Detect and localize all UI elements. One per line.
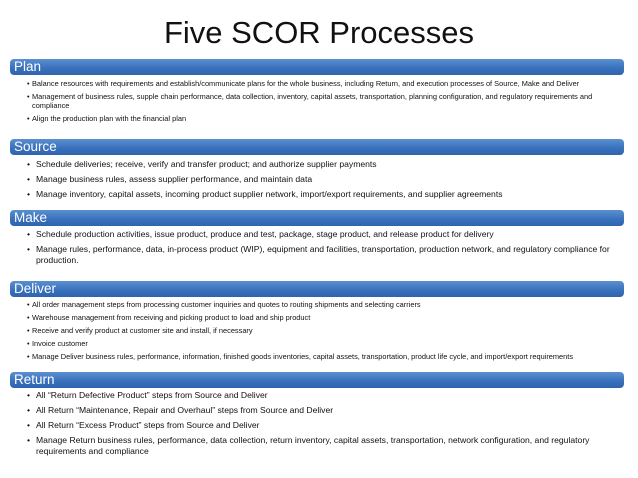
make-list <box>27 229 617 270</box>
list-item: • Management of business rules, supple chain performance, data collection, inventory, capital assets, transportation, planning configuration, and regulatory requirements and compliance <box>27 92 617 111</box>
list-item: • Invoice customer <box>27 339 617 348</box>
section-header-source: Source <box>10 139 624 155</box>
list-item: • All Return “Maintenance, Repair and Overhaul” steps from Source and Deliver <box>27 405 617 416</box>
section-header-make: Make <box>10 210 624 226</box>
list-item: • Balance resources with requirements and establish/communicate plans for the whole business, including Return, and execution processes of Source, Make and Deliver <box>27 79 617 88</box>
list-item: • Manage business rules, assess supplier performance, and maintain data <box>27 174 617 185</box>
list-item: • All “Return Defective Product” steps from Source and Deliver <box>27 390 617 401</box>
list-item: • All order management steps from processing customer inquiries and quotes to routing shipments and selecting carriers <box>27 300 617 309</box>
page-title: Five SCOR Processes <box>163 15 475 50</box>
section-header-deliver: Deliver <box>10 281 624 297</box>
list-item: • Align the production plan with the financial plan <box>27 114 617 123</box>
section-header-plan: Plan <box>10 59 624 75</box>
deliver-list <box>27 300 617 364</box>
list-item: • Receive and verify product at customer site and install, if necessary <box>27 326 617 335</box>
section-header-return: Return <box>10 372 624 388</box>
source-list <box>27 159 617 204</box>
list-item: • Schedule deliveries; receive, verify and transfer product; and authorize supplier payments <box>27 159 617 170</box>
list-item: • Schedule production activities, issue product, produce and test, package, stage product, and release product for delivery <box>27 229 617 240</box>
list-item: • Manage rules, performance, data, in-process product (WIP), equipment and facilities, transportation, production network, and regulatory compliance for production. <box>27 244 617 267</box>
list-item: • Manage Deliver business rules, performance, information, finished goods inventories, capital assets, transportation, product life cycle, and import/export requirements <box>27 352 617 361</box>
list-item: • All Return “Excess Product” steps from Source and Deliver <box>27 420 617 431</box>
return-list <box>27 390 617 461</box>
list-item: • Warehouse management from receiving and picking product to load and ship product <box>27 313 617 322</box>
list-item: • Manage inventory, capital assets, incoming product supplier network, import/export requirements, and supplier agreements <box>27 189 617 200</box>
plan-list <box>27 79 617 127</box>
list-item: • Manage Return business rules, performance, data collection, return inventory, capital assets, transportation, network configuration, and regulatory requirements and compliance <box>27 435 617 458</box>
